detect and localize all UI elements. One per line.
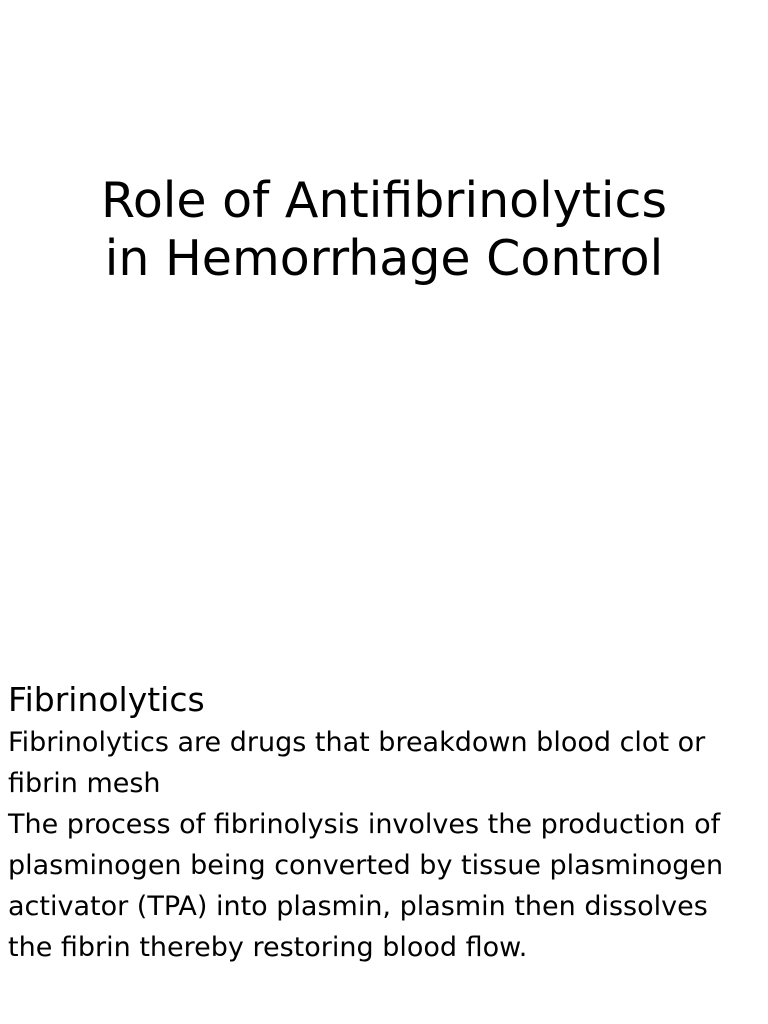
slide-title [40, 172, 728, 288]
definition-paragraph: Fibrinolytics are drugs that breakdown blood clot or fibrin mesh [8, 727, 706, 799]
slide-title-line-2: in Hemorrhage Control [104, 230, 664, 287]
section-heading: Fibrinolytics [8, 680, 205, 719]
slide-title-line-1: Role of Antifibrinolytics [100, 172, 668, 229]
content-section [8, 678, 760, 968]
process-paragraph: The process of fibrinolysis involves the production of plasminogen being converted by tissue plasminogen activator (TPA) into plasmin, plasmin then dissolves the fibrin thereby restoring blood flow. [8, 809, 724, 963]
